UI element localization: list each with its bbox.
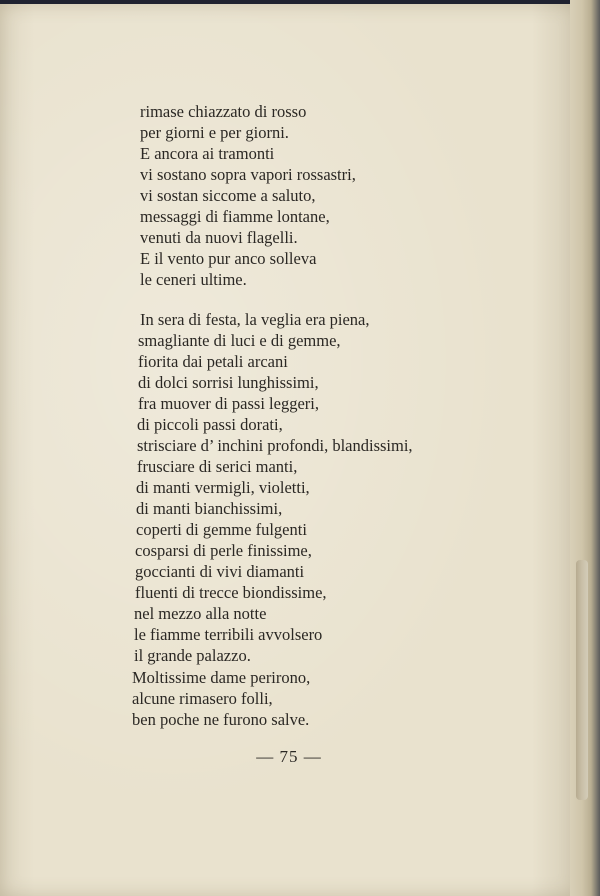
poem-line: di manti vermigli, violetti, (136, 478, 310, 497)
poem-line: E il vento pur anco solleva (140, 249, 317, 268)
poem-line: rimase chiazzato di rosso (140, 102, 307, 121)
poem-line: di dolci sorrisi lunghissimi, (138, 373, 319, 392)
poem-line: ben poche ne furono salve. (132, 710, 310, 729)
poem-line: di manti bianchissimi, (136, 499, 283, 518)
poem-line: fluenti di trecce biondissime, (135, 583, 327, 602)
poem-line: di piccoli passi dorati, (137, 415, 283, 434)
poem-line: messaggi di fiamme lontane, (140, 207, 330, 226)
poem-line: smagliante di luci e di gemme, (138, 331, 341, 350)
poem-line: nel mezzo alla notte (134, 604, 267, 623)
poem-line: il grande palazzo. (134, 646, 251, 665)
page-number: — 75 — (256, 747, 322, 766)
poem-line: E ancora ai tramonti (140, 144, 275, 163)
poem-line: In sera di festa, la veglia era piena, (140, 310, 370, 329)
poem-line: venuti da nuovi flagelli. (140, 228, 298, 247)
poem-line: fra muover di passi leggeri, (138, 394, 319, 413)
poem-line: cosparsi di perle finissime, (135, 541, 312, 560)
poem-line: vi sostano sopra vapori rossastri, (140, 165, 356, 184)
poem-line: coperti di gemme fulgenti (136, 520, 307, 539)
poem-line: per giorni e per giorni. (140, 123, 289, 142)
poem-line: goccianti di vivi diamanti (135, 562, 305, 581)
poem-line: le ceneri ultime. (140, 270, 247, 289)
poem-line: le fiamme terribili avvolsero (134, 625, 323, 644)
poem-line: fiorita dai petali arcani (138, 352, 288, 371)
poem-line: Moltissime dame perirono, (132, 668, 311, 687)
poem-line: alcune rimasero folli, (132, 689, 273, 708)
poem-line: frusciare di serici manti, (137, 457, 298, 476)
poem-line: vi sostan siccome a saluto, (140, 186, 316, 205)
poem-line: strisciare d’ inchini profondi, blandissimi, (137, 436, 413, 455)
